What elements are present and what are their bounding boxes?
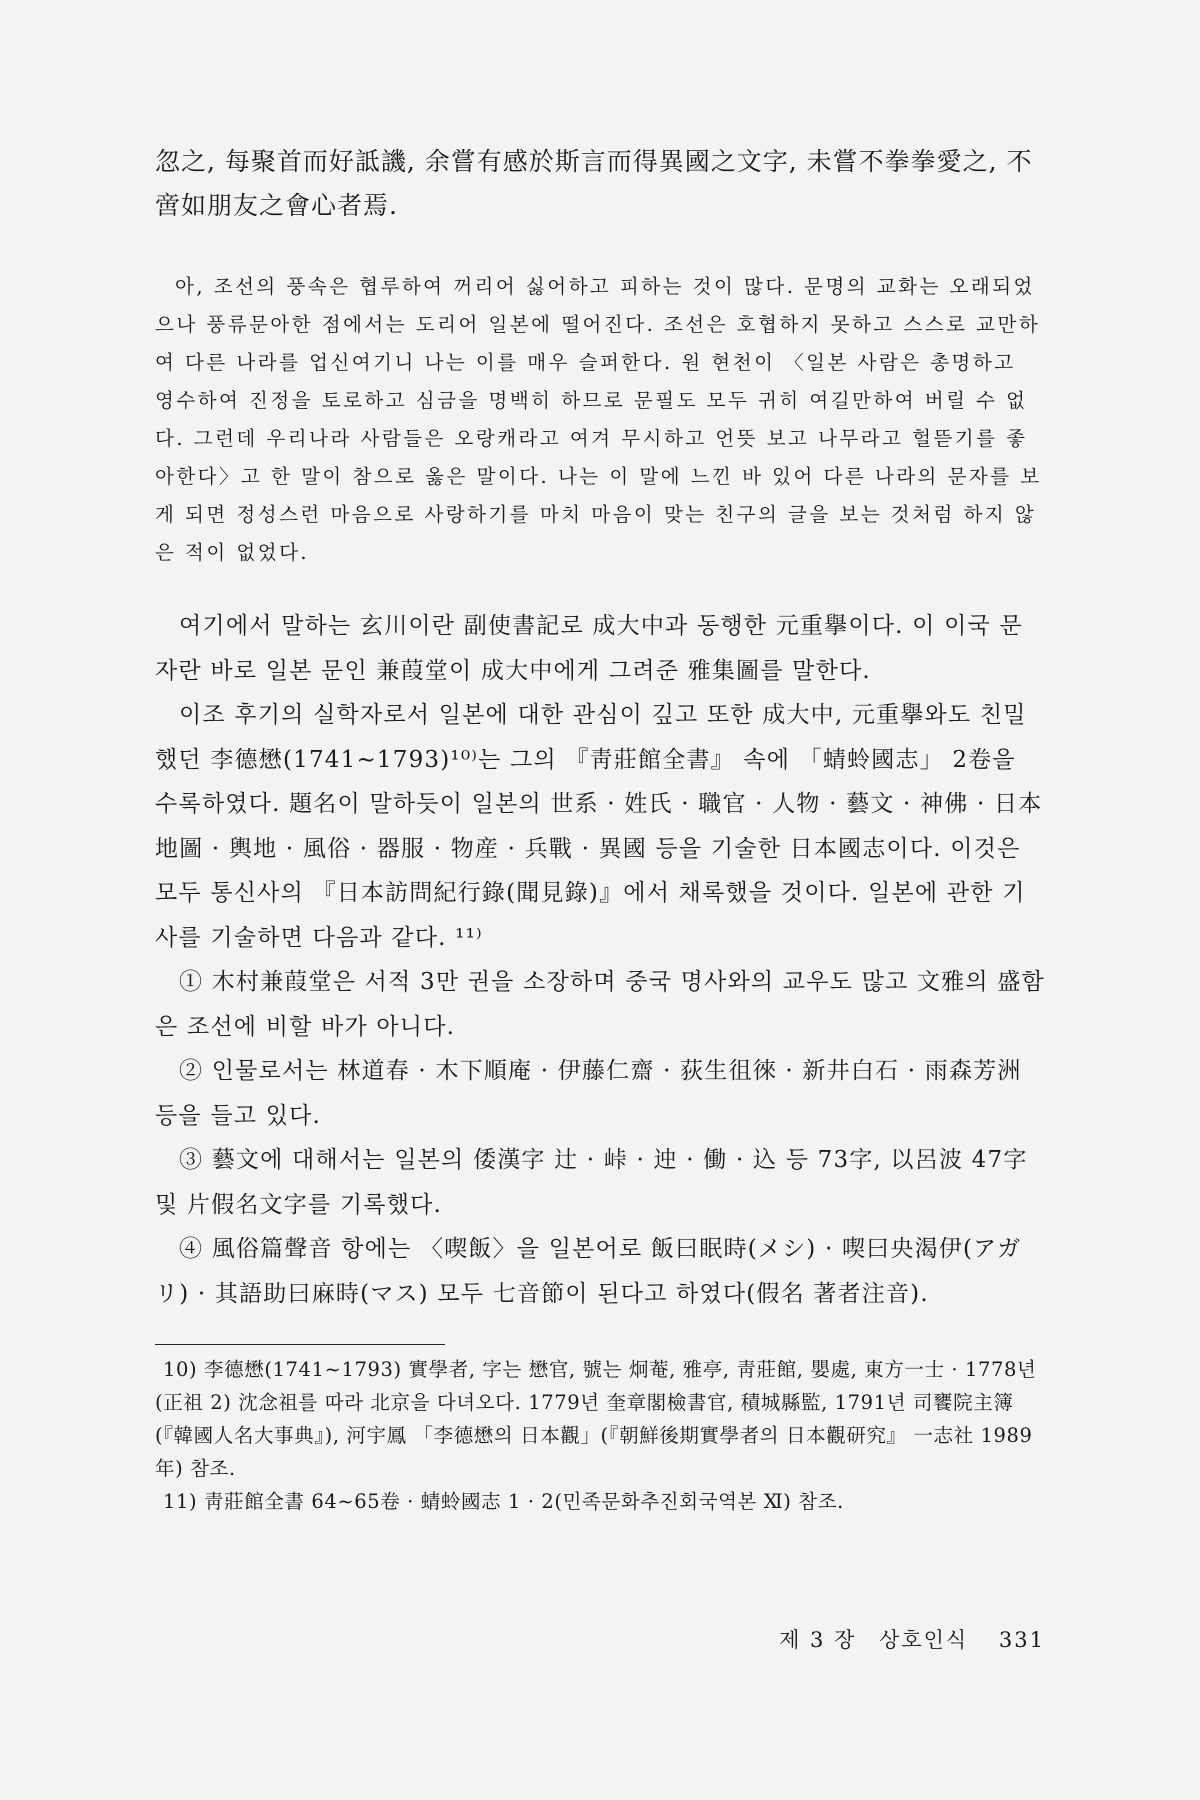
quote-translation: 아, 조선의 풍속은 협루하여 꺼리어 싫어하고 피하는 것이 많다. 문명의 교화는 오래되었으나 풍류문아한 점에서는 도리어 일본에 떨어진다. 조선은 호협하지 못하고 스스로 교만하여 다른 나라를 업신여기니 나는 이를 매우 슬퍼한다. 원 현천이 〈일본 사람은 총명하고 영수하여 진정을 토로하고 심금을 명백히 하므로 문필도 모두 귀히 여길만하여 버릴 수 없다. 그런데 우리나라 사람들은 오랑캐라고 여겨 무시하고 언뜻 보고 나무라고 헐뜯기를 좋아한다〉고 한 말이 참으로 옳은 말이다. 나는 이 말에 느낀 바 있어 다른 나라의 문자를 보게 되면 정성스런 마음으로 사랑하기를 마치 마음이 맞는 친구의 글을 보는 것처럼 하지 않은 적이 없었다.	[155, 275, 1042, 564]
list-item: ② 인물로서는 林道春 · 木下順庵 · 伊藤仁齋 · 荻生徂徠 · 新井白石 · 雨森芳洲 등을 들고 있다.	[155, 1058, 1022, 1129]
body-paragraph: 이조 후기의 실학자로서 일본에 대한 관심이 깊고 또한 成大中, 元重擧와도 친밀했던 李德懋(1741∼1793)¹⁰⁾는 그의 『靑莊館全書』 속에 「蜻蛉國志」 2卷을 수록하였다. 題名이 말하듯이 일본의 世系 · 姓氏 · 職官 · 人物 · 藝文 · 神佛 · 日本地圖 · 輿地 · 風俗 · 器服 · 物産 · 兵戰 · 異國 등을 기술한 日本國志이다. 이것은 모두 통신사의 『日本訪問紀行錄(聞見錄)』에서 채록했을 것이다. 일본에 관한 기사를 기술하면 다음과 같다. ¹¹⁾	[155, 702, 1043, 951]
classical-chinese-quote: 忽之, 每聚首而好詆譏, 余嘗有感於斯言而得異國之文字, 未嘗不拳拳愛之, 不啻如朋友之會心者焉.	[155, 147, 1033, 220]
list-item: ④ 風俗篇聲音 항에는 〈喫飯〉을 일본어로 飯曰眠時(メシ) · 喫曰央渴伊(アガリ) · 其語助曰麻時(マス) 모두 七音節이 된다고 하였다(假名 著者注音).	[155, 1236, 1022, 1307]
body-text	[155, 604, 1045, 1316]
list-item: ③ 藝文에 대해서는 일본의 倭漢字 辻 · 峠 · 迚 · 働 · 込 등 73字, 以呂波 47字 및 片假名文字를 기록했다.	[155, 1147, 1028, 1218]
page-footer	[155, 1624, 1045, 1654]
footnote-11: 11) 靑莊館全書 64∼65卷 · 蜻蛉國志 1 · 2(민족문화추진회국역본 Ⅺ) 참조.	[163, 1490, 844, 1513]
page-number: 331	[998, 1628, 1045, 1652]
chapter-label: 제 3 장	[779, 1628, 857, 1652]
footnote-divider	[155, 1344, 445, 1345]
page-content	[155, 140, 1045, 1518]
list-item: ① 木村兼葭堂은 서적 3만 권을 소장하며 중국 명사와의 교우도 많고 文雅의 盛함은 조선에 비할 바가 아니다.	[155, 969, 1045, 1040]
section-label: 상호인식	[879, 1628, 969, 1652]
footnote-10: 10) 李德懋(1741∼1793) 實學者, 字는 懋官, 號는 炯菴, 雅亭, 靑莊館, 嬰處, 東方一士 · 1778년(正祖 2) 沈念祖를 따라 北京을 다녀오다. 1779년 奎章閣檢書官, 積城縣監, 1791년 司饔院主簿(『韓國人名大事典』), 河宇鳳 「李德懋의 日本觀」(『朝鮮後期實學者의 日本觀研究』 一志社 1989年) 참조.	[155, 1358, 1037, 1480]
footnotes	[155, 1353, 1045, 1518]
body-paragraph: 여기에서 말하는 玄川이란 副使書記로 成大中과 동행한 元重擧이다. 이 이국 문자란 바로 일본 문인 兼葭堂이 成大中에게 그려준 雅集圖를 말한다.	[155, 613, 1023, 684]
